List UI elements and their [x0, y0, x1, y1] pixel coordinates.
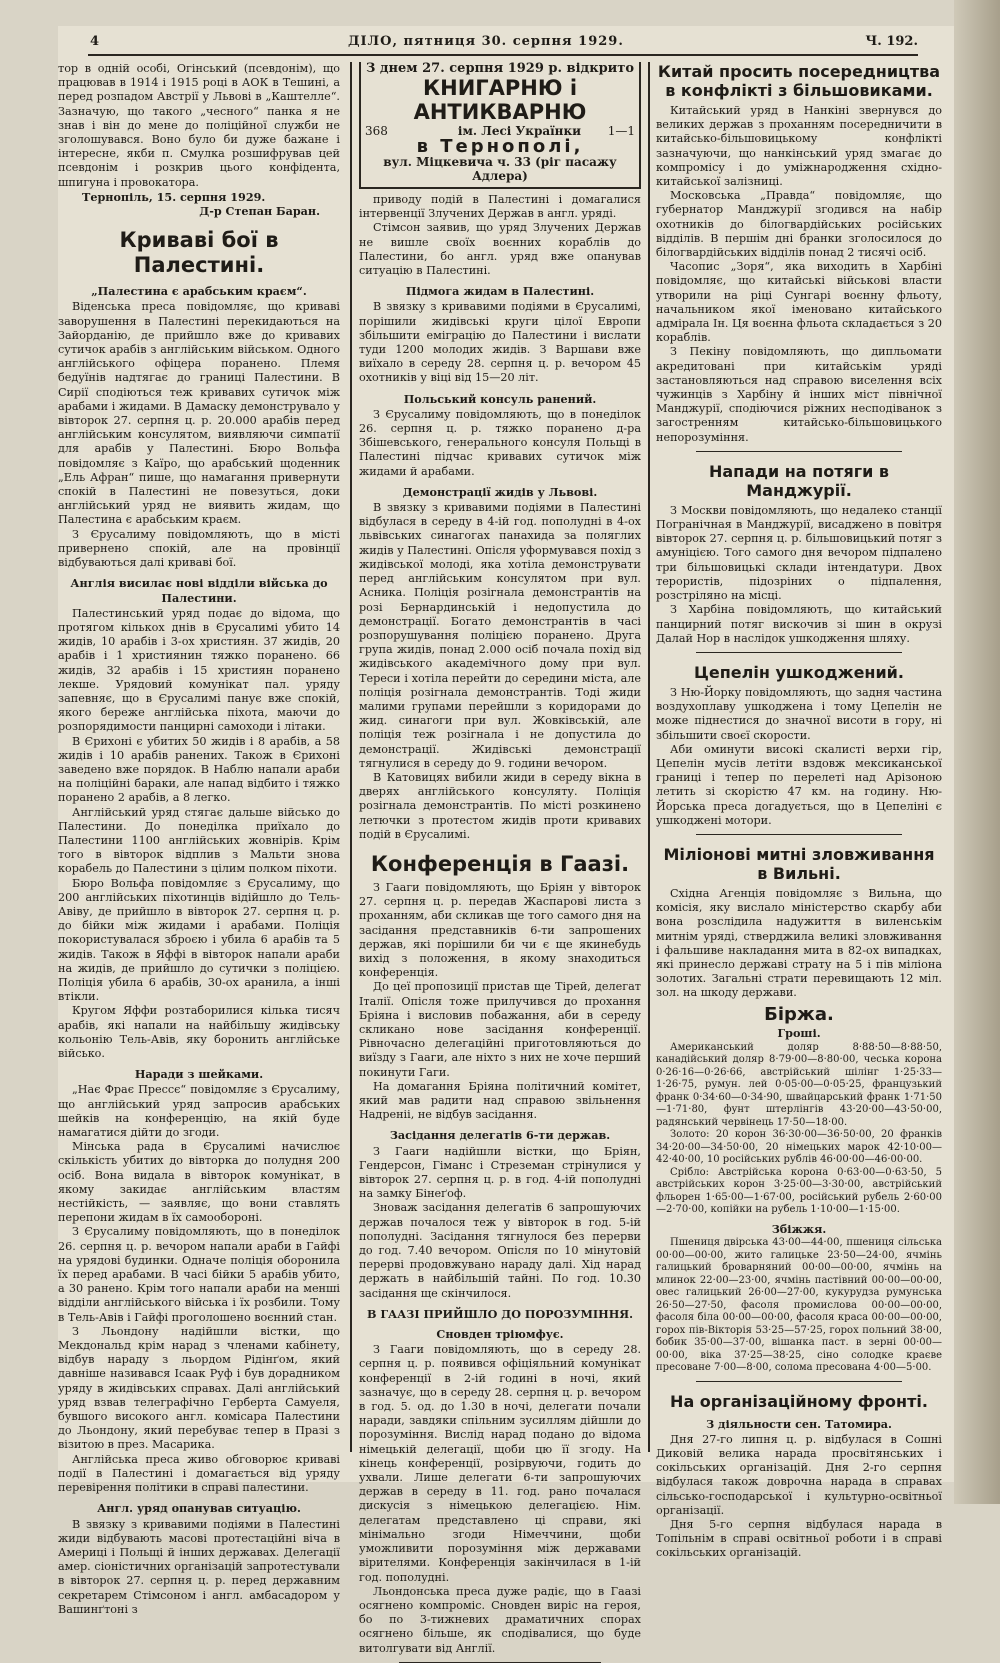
newspaper-page: [58, 26, 954, 1655]
paragraph: В звязку з кривавими подіями в Палестині жиди відбувають масові протестаційні віча в Америці і Польщі й інших державах. Делегації амер. сіоністичних організацій запротестували в вівторок 27. серпня ц. р. перед державним секретарем Стімсоном і англ. амбасадором у Вашинґтоні з: [58, 1517, 340, 1616]
subheading: „Палестина є арабським краєм“.: [91, 284, 307, 299]
paragraph: З Єрусалиму повідомляють, що в понеділок 26. серпня ц. р. тяжко поранено д-ра Збішевського, генерального консуля Польщі в Палестині підчас кривавих сутичок між жидами й арабами.: [359, 407, 641, 478]
paragraph: В Єрихоні є убитих 50 жидів і 8 арабів, а 58 жидів і 10 арабів ранених. Також в Єрихоні заведено вже порядок. В Наблю напали араби на поліційні бараки, але напад відбито і тяжко поранено 2 арабів, а 8 легко.: [58, 734, 340, 805]
paragraph: Часопис „Зоря“, яка виходить в Харбіні повідомляє, що китайські військові власти утворили на ріці Сунгарі воєнну фльоту, начальником якої іменовано китайського адмірала Ін. Ця воєнна фльота складається з 20 кораблів.: [656, 260, 942, 345]
headline-palestine: Криваві бої в Палестині.: [119, 228, 279, 278]
paragraph: З Гааги надійшли вістки, що Бріян, Гендерсон, Гіманс і Стреземан стрінулися у вівторок 27. серпня ц. р. в год. 4-ій пополудні на замку Бінеґоф.: [359, 1144, 641, 1201]
stock-exchange-section: [656, 1003, 942, 1375]
paragraph: Дня 27-го липня ц. р. відбулася в Сошні Диковій велика нарада просвітянських і сокільських організацій. Дня 2-го серпня відбулася також доврочна нарада в справах сільсько-господарської і культурно-освітньої організації.: [656, 1432, 942, 1517]
gold-rates: Золото: 20 корон 36·30·00—36·50·00, 20 франків 34·20·00—34·50·00, 20 німецьких марок 42·10·00—42·40·00, 10 російських рублів 46·00·00—46·00·00.: [656, 1129, 942, 1166]
money-rates: Американський доляр 8·88·50—8·88·50, канадійський доляр 8·79·00—8·80·00, чеська корона 0·26·16—0·26·66, австрійський шілінг 1·25·33—1·26·75, румун. лей 0·05·00—0·05·25, французький франк 0·34·60—0·34·90, швайцарський франк 1·71·50—1·71·80, фунт штерлінгів 43·20·00—43·50·00, радянський червінець 17·50—18·00.: [656, 1041, 942, 1128]
paragraph: З Москви повідомляють, що недалеко станції Погранічная в Манджурії, висаджено в повітря вівторок 27. серпня ц. р. більшовицький потяг з амуніцією. Того самого дня вечором підпалено три більшовицькі склади інтендатури. Двох терористів, підозріних о підпалення, розстріляно на місці.: [656, 503, 942, 603]
paragraph: В звязку з кривавими подіями в Єрусалимі, порішили жидівські круги цілої Европи збільшити еміграцію до Палестини і вислати туди 1200 молодих жидів. З Варшави вже виїхало в середу 28. серпня ц. р. вечором 45 охотників у віці від 15—20 літ.: [359, 300, 641, 385]
subheading: Гроші.: [777, 1026, 821, 1041]
issue-number: Ч. 192.: [865, 34, 918, 49]
paragraph: Бюро Вольфа повідомляє з Єрусалиму, що 200 англійських піхотинців відійшло до Тель-Авіву, де прийшло в вівторок 27. серпня ц. р. до бійки між жидами і арабами. Поліція покористувалася зброєю і убила 6 арабів та 5 жидів. Також в Яффі в вівторок напали араби на жидів, де прийшло до сутички з поліцією. Поліція убила 6 арабів, 30-ох аранила, а інші втікли.: [58, 876, 340, 1004]
subheading: Англ. уряд опанував ситуацію.: [97, 1501, 301, 1516]
subheading: Підмога жидам в Палестині.: [405, 284, 595, 299]
ad-code: 1—1: [607, 124, 635, 139]
page-number: 4: [90, 34, 100, 49]
column-rule-2: [648, 62, 650, 1452]
subheading: З діяльности сен. Татомира.: [706, 1416, 892, 1431]
paragraph: З Льондону надійшли вістки, що Мекдональд крім нарад з членами кабінету, відбув нараду з льордом Рідінґом, який давніше називався Ісаак Руф і був дорадником уряду в жидівських справах. Далі англійський уряд взвав телеграфічно Герберта Самуеля, бувшого високого англ. комісара Палестини до Льондону, який перебуває тепер в Празі з візитою в през. Масарика.: [58, 1324, 340, 1452]
paragraph: Московська „Правда“ повідомляє, що губернатор Манджурії згодився на набір охотників до білогвардійських російських відділів. В першім дні бранки зголосилося до білогвардійських відділів понад 2 тисячі осіб.: [656, 189, 942, 260]
section-divider: [696, 1381, 902, 1382]
paragraph: З Єрусалиму повідомляють, що в понеділок 26. серпня ц. р. вечором напали араби в Гайфі на урядові будинки. Одначе поліція оборонила їх перед арабами. В часі бійки 5 арабів убито, а 30 ранено. Крім того напали араби на менші відділи англійського війська і їх розбили. Тому в Тель-Авів і Гайфі проголошено воєнний стан.: [58, 1225, 340, 1324]
subheading: Збіжжя.: [771, 1221, 827, 1236]
headline-organization: На організаційному фронті.: [670, 1391, 928, 1411]
headline-china: Китай просить посередництва в конфлікті з більшовиками.: [657, 62, 941, 100]
headline-hague: Конференція в Гаазі.: [370, 851, 630, 876]
column-3: [656, 62, 942, 1560]
paragraph: На домагання Бріяна політичний комітет, який мав радити над справою звільнення Надреніі, не відбув засідання.: [359, 1079, 641, 1122]
paragraph: Аби оминути високі скалисті верхи гір, Цепелін мусів летіти вздовж мексиканської границі і тепер по перелеті над Арізоною летить зі скорістю 47 км. на годину. Ню-Йорська преса догадується, що в Цепеліні є ушкоджені мотори.: [656, 742, 942, 827]
article-continuation: тор в одній особі, Огінський (псевдонім), що працював в 1914 і 1915 році в АОК в Тешині, а перед розпадом Австрії у Львові в „Каштелле“. Зазначую, що такого „чесного“ панка я не знав і він до мене до поліційної служби не зголошувався. Воно було би дуже бажане і інтересне, якби п. Смулка розшифрував цей псевдонім і розкрив цього конфідента, шпигуна і провокатора.: [58, 62, 340, 189]
stock-title: Біржа.: [764, 1003, 834, 1025]
paragraph: Стімсон заявив, що уряд Злучених Держав не вишле своїх воєнних кораблів до Палестини, бо англ. уряд вже опанував ситуацію в Палестині.: [359, 221, 641, 278]
paragraph: З Харбіна повідомляють, що китайський панцирний потяг вискочив зі шин в окрузі Далай Нор в наслідок ушкодження шляху.: [656, 603, 942, 645]
paragraph: Зноваж засідання делегатів 6 запрошуючих держав почалося теж у вівторок в год. 5-ій пополудні. Засідання тягнулося без перерви до год. 7.40 вечором. Опісля по 10 мінутовій перерві продовжувано нараду далі. Хід нарад держать в найбільшій тайні. По год. 10.30 засідання ще скінчилося.: [359, 1201, 641, 1300]
page-spine: [954, 0, 1000, 1504]
ad-opening-line: З днем 27. серпня 1929 р. відкрито: [365, 61, 635, 76]
paragraph: З Гааги повідомляють, що Бріян у вівторок 27. серпня ц. р. передав Жаспарові листа з проханням, аби скликав ще того самого дня на засідання представників 6-ти запрошених держав, які порішили би чи є ще якинебудь вихід з положення, в якому знаходиться конференція.: [359, 880, 641, 980]
subheading: Наради з шейками.: [134, 1067, 264, 1082]
page-header: [88, 32, 918, 56]
paragraph: Східна Агенція повідомляє з Вильна, що комісія, яку вислало міністерство скарбу аби вона розслідила надужиття в виленськім митнім уряді, стверджила великі зловживання і фальшиве накладання мита в 82-ох випадках, які принесло державі страту на 5 і пів міліона золотих. Загальні страти перевищають 12 міл. зол. на шкоду держави.: [656, 886, 942, 1000]
paragraph: Палестинський уряд подає до відома, що протягом кількох днів в Єрусалимі убито 14 жидів, 10 арабів і 3-ох християн. 37 жидів, 20 арабів і 1 християнин тяжко поранено. 66 жидів, 32 арабів і 15 християн поранено лекше. Урядовий комунікат пал. уряду запевняє, що в Єрусалимі панує вже спокій, якого береже англійська піхота, маючи до розпорядимости панцирні самоходи і літаки.: [58, 606, 340, 734]
paragraph: В звязку з кривавими подіями в Палестині відбулася в середу в 4-ій год. пополудні в 4-ох львівських синагогах панахида за поляглих жидів у Палестині. Опісля уформувався похід з жидівської молоді, яка хотіла демонструвати перед англійським консулятом при вул. Асника. Поліція розігнала демонстрантів на розі Бернардинській і недопустила до демонстрації. Богато демонстрантів в часі розпорушування поліцією поранено. Друга група жидів, понад 2.000 осіб почала похід від жидівського академічного дому при вул. Тереси і хотіла перейти до середини міста, але поліція розігнала демонстрантів. Тоді жиди малими групами перейшли з коридорами до жид. синагоги при вул. Жовківській, але поліція теж розігнала і не допустила до демонстрації. Жидівські демонстрації тягнулися в середу до 9. години вечором.: [359, 501, 641, 770]
headline-zeppelin: Цепелін ушкоджений.: [694, 662, 904, 682]
paragraph: З Ню-Йорку повідомляють, що задня частина воздухоплаву ушкоджена і тому Цепелін не може піднестися до значної висоти в гору, ні збільшити своєї скорости.: [656, 685, 942, 742]
paragraph: З Гааги повідомляють, що в середу 28. серпня ц. р. появився офіціяльний комунікат конференції в 2-ій годині в ночі, який зазначує, що в середу 28. серпня ц. р. вечором в год. 5. од. до 1.30 в ночі, делегати почали наради, завдяки спільним зусиллям дійшли до порозуміння. Вислід нарад подано до відома німецькій делегації, щоби цю її згоду. На кінець конференції, розірвуючи, годить до ухвали. Лише делегати 6-ти запрошуючих держав в середу в 11. год. рано почалася дискусія з німецькою делегацією. Нім. делегатам представлено ці справи, які мінімально згоди Німеччини, щоби уможливити порозуміння між державами вірителями. Конференція закінчилася в 1-ій год. пополудні.: [359, 1343, 641, 1584]
paragraph: Мінська рада в Єрусалимі начислює скількість убитих до вівторка до полудня 200 осіб. Вона видала в вівторок комунікат, в якому закидає англійським властям нестійкість, — заявляє, що вони ставлять перепони жидам в їх самообороні.: [58, 1140, 340, 1225]
paragraph: З Пекіну повідомляють, що дипльомати акредитовані при китайськім уряді застановляються над справою виселення всіх чужинців з Харбіну й інших міст північної Манджурії, сподіючися ріжних несподіванок з загостренням китайсько-більшовицького непорозуміння.: [656, 345, 942, 444]
paragraph: В Катовицях вибили жиди в середу вікна в дверях англійського консуляту. Поліція розігнала демонстрантів. По місті розкинено летючки з протестом жидів проти кривавих подій в Єрусалимі.: [359, 770, 641, 841]
headline-vilnius: Міліонові митні зловживання в Вильні.: [663, 844, 935, 883]
ad-title: КНИГАРНЮ і АНТИКВАРНЮ: [413, 76, 587, 125]
headline-manchuria: Напади на потяги в Манджурії.: [708, 461, 890, 500]
subheading: В ГААЗІ ПРИЙШЛО ДО ПОРОЗУМІННЯ.: [366, 1306, 634, 1321]
subheading: Демонстрації жидів у Львові.: [402, 484, 598, 499]
column-rule-1: [350, 62, 352, 1452]
section-divider: [696, 834, 902, 835]
paragraph: До цеї пропозиції пристав ще Тірей, делегат Італії. Опісля тоже прилучився до прохання Бріяна і висловив побажання, аби в середу скликано нове засідання конференції. Рівночасно делегаційні приготовляються до виїзду з Гааги, але ніхто з них не хоче перший покинути Гаги.: [359, 980, 641, 1079]
signature: Д-р Степан Баран.: [199, 204, 320, 219]
paragraph: Кругом Яффи розтаборилися кілька тисяч арабів, які напали на найбільшу жидівську кольонію Тель-Авів, яку боронить англійське військо.: [58, 1004, 340, 1060]
paragraph: Китайський уряд в Нанкіні звернувся до великих держав з проханням посередничити в китайсько-більшовицькому конфлікті зазначуючи, що нанкінський уряд змагає до компромісу і до уміжнародження східно-китайської залізниці.: [656, 104, 942, 189]
silver-rates: Срібло: Австрійська корона 0·63·00—0·63·50, 5 австрійських корон 3·25·00—3·30·00, австрійський фльорен 1·65·00—1·67·00, російський рубель 2·60·00—2·70·00, копійки на рубель 1·10·00—1·15·00.: [656, 1166, 942, 1216]
paragraph: „Нає Фрає Прессє“ повідомляє з Єрусалиму, що англійський уряд запросив арабських шейків на конференцію, на якій буде намагатися дійти до згоди.: [58, 1083, 340, 1140]
ad-city: в Тернополі,: [416, 136, 584, 158]
paragraph: Англійський уряд стягає дальше військо до Палестини. До понеділка приїхало до Палестини 1100 англійських жовнірів. Крім того в вівторок відплив з Мальти знова корабель до Палестини з цілим полком піхоти.: [58, 805, 340, 876]
paragraph: приводу подій в Палестині і домагалися інтервенції Злучених Держав в англ. уряді.: [359, 193, 641, 221]
paragraph: З Єрусалиму повідомляють, що в місті привернено спокій, але на провінції відбуваються далі криваві бої.: [58, 527, 340, 570]
masthead-line: ДІЛО, пятниця 30. серпня 1929.: [348, 34, 624, 49]
bookstore-advertisement: [359, 62, 641, 189]
subheading: Польський консуль ранений.: [403, 391, 597, 406]
column-1: [58, 62, 340, 1616]
paragraph: Дня 5-го серпня відбулася нарада в Топільнім в справі освітньої роботи і в справі сокільських організацій.: [656, 1517, 942, 1560]
paragraph: Англійська преса живо обговорює криваві події в Палестині і домагається від уряду перевірення політики в справі палестини.: [58, 1452, 340, 1495]
ad-address: вул. Міцкевича ч. 33 (ріг пасажу Адлера): [383, 154, 617, 183]
ad-number: 368: [365, 124, 388, 139]
section-divider: [696, 652, 902, 653]
paragraph: Льондонська преса дуже радіє, що в Гаазі осягнено компроміс. Сновден виріс на героя, бо по 3-тижневих драматичних спорах осягнено більше, як сподівалися, що буде витолгувати від Англії.: [359, 1584, 641, 1655]
grain-rates: Пшениця двірська 43·00—44·00, пшениця сільська 00·00—00·00, жито галицьке 23·50—24·00, ячмінь галицький броварняний 00·00—00·00, ячмінь на млинок 22·00—23·00, ячмінь пастівний 00·00—00·00, овес галицький 26·00—27·00, кукурудза румунська 26·50—27·50, фасоля промислова 00·00—00·00, фасоля біла 00·00—00·00, фасоля краса 00·00—00·00, горох пів-Вікторія 53·25—57·25, горох польний 38·00, бобик 35·00—37·00, вішанка паст. в зерні 00·00—00·00, віка 37·25—38·25, сіно солодке краєве пресоване 7·00—8·00, солома пресована 4·00—5·00.: [656, 1237, 942, 1374]
subheading: Засідання делегатів 6-ти держав.: [389, 1128, 611, 1143]
paragraph: Віденська преса повідомляє, що криваві заворушення в Палестині перекидаються на Зайорданію, де прийшло вже до кривавих сутичок арабів з англійським військом. Одного англійського офіцера поранено. Племя бедуїнів надтягає до границі Палестини. В Сирії сподіються теж кривавих сутичок між арабами і жидами. В Дамаску демонструвало у вівторок 27. серпня ц. р. 20.000 арабів перед англійським консулятом, виявляючи симпатії для арабів у Палестині. Бюро Вольфа повідомляє з Каїро, що арабський щоденник „Ель Афран“ пише, що намагання привернути спокій в Палестині не повезуться, доки англійський уряд не виявить жидам, що Палестина є арабським краєм.: [58, 300, 340, 527]
ad-name: ім. Лесі Українки: [457, 124, 582, 139]
dateline: Тернопіль, 15. серпня 1929.: [82, 189, 266, 204]
column-2: [359, 61, 641, 1655]
subheading: Англія висилає нові відділи війська до Палестини.: [70, 576, 328, 605]
subheading: Сновден тріюмфує.: [436, 1327, 564, 1342]
section-divider: [696, 451, 902, 452]
